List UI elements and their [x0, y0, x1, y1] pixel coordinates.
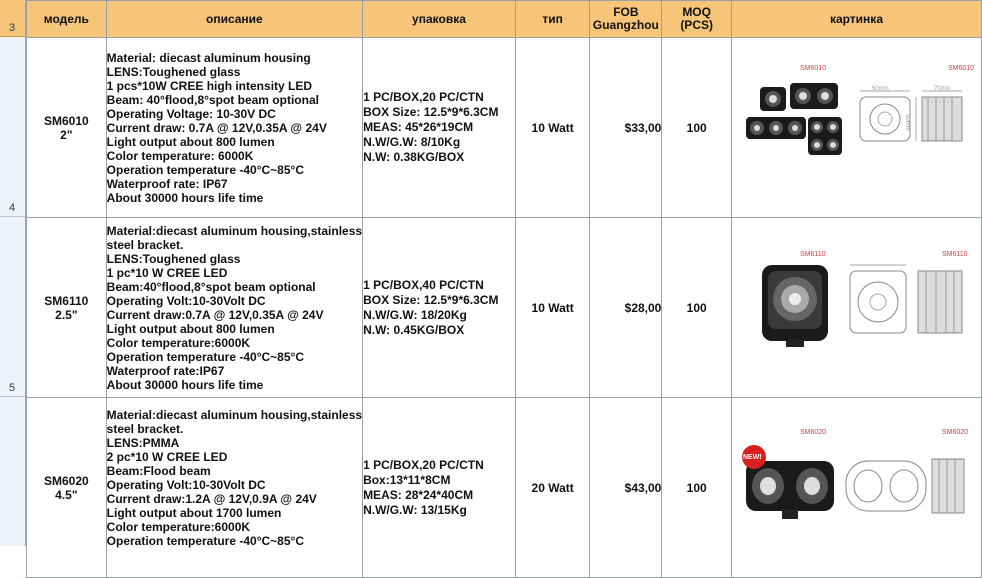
table-row [27, 38, 982, 218]
row-header-4[interactable]: 4 [0, 37, 25, 217]
moq-cell[interactable]: 100 [662, 398, 732, 578]
price-cell[interactable]: $33,00 [590, 38, 662, 218]
header-model[interactable]: модель [27, 1, 107, 38]
model-cell[interactable]: SM6020 4.5" [27, 398, 107, 578]
row-header-3[interactable]: 3 [0, 0, 25, 37]
header-type[interactable]: тип [515, 1, 590, 38]
moq-cell[interactable]: 100 [662, 218, 732, 398]
header-moq[interactable]: MOQ (PCS) [662, 1, 732, 38]
header-row [27, 1, 982, 38]
description-cell[interactable]: Material: diecast aluminum housing LENS:Toughened glass 1 pcs*10W CREE high intensity LED Beam: 40°flood,8°spot beam optional Operating Voltage: 10-30V DC Current draw: 0.7A @ 12V,0.35A @ 24V Light output about 800 lumen Color temperature: 6000K Operation temperature -40°C~85°C Waterproof rate: IP67 About 30000 hours life time [106, 38, 362, 218]
lamp-photo-illustration [732, 39, 980, 217]
lamp-photo-illustration [732, 219, 980, 397]
product-table [26, 0, 982, 578]
product-image-sm6020: SM6020 SM6020 NEW! [732, 399, 980, 577]
row-header-5[interactable]: 5 [0, 217, 25, 397]
row-number-column [0, 0, 26, 546]
packing-cell[interactable]: 1 PC/BOX,20 PC/CTN BOX Size: 12.5*9*6.3CM MEAS: 45*26*19CM N.W/G.W: 8/10Kg N.W: 0.38KG/BOX [363, 38, 516, 218]
picture-cell[interactable] [731, 38, 981, 218]
product-image-sm6110: SM6110 SM6110 [732, 219, 980, 397]
product-image-sm6010: SM6010 SM6010 50mm 70mm 50mm [732, 39, 980, 217]
header-description[interactable]: описание [106, 1, 362, 38]
header-picture[interactable]: картинка [731, 1, 981, 38]
moq-cell[interactable]: 100 [662, 38, 732, 218]
header-packing[interactable]: упаковка [363, 1, 516, 38]
type-cell[interactable]: 10 Watt [515, 38, 590, 218]
description-cell[interactable]: Material:diecast aluminum housing,stainless steel bracket. LENS:PMMA 2 pc*10 W CREE LED Beam:Flood beam Operating Volt:10-30Volt DC Current draw:1.2A @ 12V,0.9A @ 24V Light output about 1700 lumen Color temperature:6000K Operation temperature -40°C~85°C [106, 398, 362, 578]
new-badge: NEW! [742, 453, 762, 461]
price-cell[interactable]: $28,00 [590, 218, 662, 398]
picture-cell[interactable] [731, 398, 981, 578]
table-row [27, 218, 982, 398]
header-fob[interactable]: FOB Guangzhou [590, 1, 662, 38]
description-cell[interactable]: Material:diecast aluminum housing,stainless steel bracket. LENS:Toughened glass 1 pc*10 W CREE LED Beam:40°flood,8°spot beam optional Operating Volt:10-30Volt DC Current draw:0.7A @ 12V,0.35A @ 24V Light output about 800 lumen Color temperature:6000K Operation temperature -40°C~85°C Waterproof rate:IP67 About 30000 hours life time [106, 218, 362, 398]
lamp-photo-illustration [732, 399, 980, 577]
packing-cell[interactable]: 1 PC/BOX,40 PC/CTN BOX Size: 12.5*9*6.3CM N.W/G.W: 18/20Kg N.W: 0.45KG/BOX [363, 218, 516, 398]
model-cell[interactable]: SM6010 2" [27, 38, 107, 218]
packing-cell[interactable]: 1 PC/BOX,20 PC/CTN Box:13*11*8CM MEAS: 28*24*40CM N.W/G.W: 13/15Kg [363, 398, 516, 578]
price-cell[interactable]: $43,00 [590, 398, 662, 578]
table-row [27, 398, 982, 578]
type-cell[interactable]: 10 Watt [515, 218, 590, 398]
model-cell[interactable]: SM6110 2.5" [27, 218, 107, 398]
picture-cell[interactable] [731, 218, 981, 398]
type-cell[interactable]: 20 Watt [515, 398, 590, 578]
